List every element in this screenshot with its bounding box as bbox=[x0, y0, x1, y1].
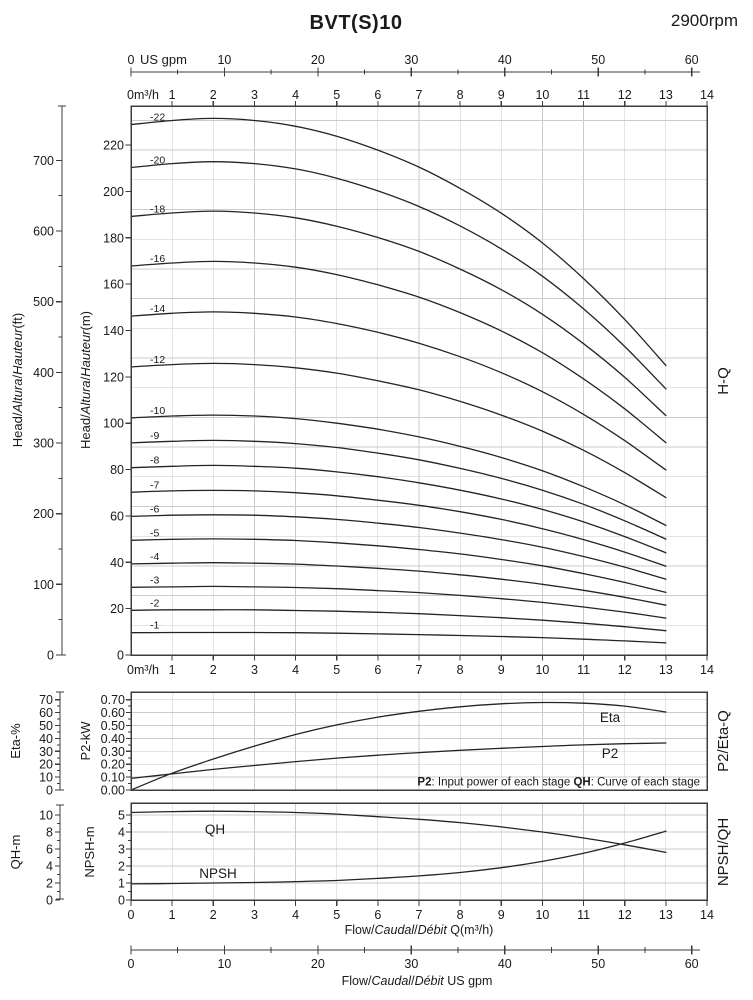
m3h-mid-tick-label: 14 bbox=[700, 663, 714, 677]
eta-tick-label: 70 bbox=[39, 693, 53, 708]
eta-curve-label: Eta bbox=[599, 710, 621, 725]
m3h-top-tick-label: 3 bbox=[250, 88, 258, 102]
npsh-tick-label: 1 bbox=[118, 876, 125, 891]
p2eta-section-label: P2/Eta-Q bbox=[715, 710, 732, 772]
hq-curve-stage-2 bbox=[131, 610, 666, 631]
eta-tick-label: 40 bbox=[39, 731, 53, 746]
hq-curve-stage-1 bbox=[131, 633, 666, 643]
npshqh-section-label: NPSH/QH bbox=[715, 817, 732, 887]
gpm-bottom-tick-label: 0 bbox=[127, 957, 135, 971]
stage-label-6: -6 bbox=[150, 503, 160, 516]
flow-x-tick-label: 0 bbox=[127, 908, 135, 922]
flow-x-tick-label: 7 bbox=[415, 908, 423, 922]
m3h-top-tick-label: 14 bbox=[700, 88, 714, 102]
qh-tick-label: 0 bbox=[46, 893, 53, 908]
m3h-top-tick-label: 1 bbox=[168, 88, 176, 102]
hq-curve-stage-4 bbox=[131, 563, 666, 606]
m3h-mid-tick-label: 8 bbox=[456, 663, 464, 677]
m3h-mid-tick-label: 7 bbox=[415, 663, 423, 677]
npsh-curve-label: NPSH bbox=[199, 866, 237, 881]
gpm-unit-label: US gpm bbox=[140, 52, 187, 67]
qh-tick-label: 10 bbox=[39, 808, 53, 823]
qh-tick-label: 6 bbox=[46, 842, 53, 857]
eta-tick-label: 0 bbox=[46, 783, 53, 798]
stage-label-9: -9 bbox=[150, 429, 160, 442]
head-m-tick-label: 140 bbox=[103, 323, 124, 338]
flow-x-tick-label: 1 bbox=[168, 908, 176, 922]
m3h-top-tick-label: 5 bbox=[333, 88, 341, 102]
m3h-mid-tick-label: 1 bbox=[168, 663, 176, 677]
gpm-top-tick-label: 10 bbox=[217, 53, 232, 67]
m3h-top-tick-label: 6 bbox=[374, 88, 382, 102]
eta-tick-label: 30 bbox=[39, 744, 53, 759]
qh-tick-label: 8 bbox=[46, 825, 53, 840]
head-m-tick-label: 80 bbox=[110, 463, 124, 478]
m3h-mid-zero-label: 0m³/h bbox=[127, 663, 159, 677]
stage-label-7: -7 bbox=[150, 479, 160, 492]
eta-tick-label: 20 bbox=[39, 757, 53, 772]
stage-label-3: -3 bbox=[150, 574, 160, 587]
p2-tick-label: 0.20 bbox=[100, 757, 125, 772]
qh-axis-title: QH-m bbox=[8, 834, 23, 870]
hq-curve-stage-12 bbox=[131, 363, 666, 497]
head-ft-tick-label: 300 bbox=[33, 436, 54, 451]
p2-tick-label: 0.60 bbox=[100, 706, 125, 721]
stage-label-12: -12 bbox=[150, 353, 166, 366]
stage-label-20: -20 bbox=[150, 154, 166, 167]
head-m-tick-label: 220 bbox=[103, 138, 124, 153]
head-m-tick-label: 120 bbox=[103, 370, 124, 385]
p2-tick-label: 0.70 bbox=[100, 693, 125, 708]
npsh-tick-label: 3 bbox=[118, 842, 125, 857]
gpm-bottom-tick-label: 40 bbox=[497, 957, 512, 971]
m3h-top-tick-label: 10 bbox=[535, 88, 550, 102]
stage-label-10: -10 bbox=[150, 404, 166, 417]
p2-tick-label: 0.40 bbox=[100, 731, 125, 746]
m3h-top-tick-label: 7 bbox=[415, 88, 423, 102]
gpm-top-tick-label: 60 bbox=[684, 53, 699, 67]
stage-label-22: -22 bbox=[150, 111, 166, 124]
qh-curve-label: QH bbox=[204, 822, 226, 837]
gpm-top-tick-label: 30 bbox=[404, 53, 419, 67]
m3h-top-tick-label: 4 bbox=[292, 88, 300, 102]
head-ft-tick-label: 100 bbox=[33, 577, 54, 592]
head-m-tick-label: 180 bbox=[103, 231, 124, 246]
p2-tick-label: 0.10 bbox=[100, 770, 125, 785]
hq-section-label: H-Q bbox=[715, 367, 732, 395]
flow-x-tick-label: 12 bbox=[617, 908, 632, 922]
flow-x-tick-label: 5 bbox=[333, 908, 341, 922]
flow-x-caption: Flow/Caudal/Débit Q(m³/h) bbox=[344, 923, 494, 937]
head-m-axis-title: Head/Altura/Hauteur(m) bbox=[78, 310, 93, 450]
gpm-top-tick-label: 0 bbox=[127, 53, 135, 67]
gpm-bottom-tick-label: 30 bbox=[404, 957, 419, 971]
eta-axis-title: Eta-% bbox=[8, 723, 23, 759]
m3h-mid-tick-label: 2 bbox=[209, 663, 217, 677]
head-ft-tick-label: 700 bbox=[33, 153, 54, 168]
stage-label-1: -1 bbox=[150, 619, 160, 632]
gpm-bottom-tick-label: 20 bbox=[310, 957, 325, 971]
p2-tick-label: 0.30 bbox=[100, 744, 125, 759]
head-ft-tick-label: 0 bbox=[47, 648, 54, 663]
head-m-tick-label: 20 bbox=[110, 602, 124, 617]
npsh-axis-title: NPSH-m bbox=[82, 826, 97, 878]
m3h-top-tick-label: 8 bbox=[456, 88, 464, 102]
flow-x-tick-label: 11 bbox=[577, 908, 591, 922]
stage-label-14: -14 bbox=[150, 303, 166, 316]
head-ft-tick-label: 500 bbox=[33, 295, 54, 310]
hq-curve-stage-10 bbox=[131, 415, 666, 525]
hq-curve-stage-9 bbox=[131, 440, 666, 539]
qh-tick-label: 4 bbox=[46, 859, 53, 874]
flow-x-tick-label: 13 bbox=[658, 908, 673, 922]
gpm-bottom-tick-label: 10 bbox=[217, 957, 232, 971]
p2-axis-title: P2-kW bbox=[78, 721, 93, 761]
m3h-mid-tick-label: 5 bbox=[333, 663, 341, 677]
gpm-bottom-caption: Flow/Caudal/Débit US gpm bbox=[341, 974, 493, 988]
flow-x-tick-label: 10 bbox=[535, 908, 550, 922]
flow-x-tick-label: 2 bbox=[209, 908, 217, 922]
gpm-top-tick-label: 40 bbox=[497, 53, 512, 67]
stage-label-2: -2 bbox=[150, 597, 160, 610]
flow-x-tick-label: 8 bbox=[456, 908, 464, 922]
m3h-top-tick-label: 13 bbox=[658, 88, 673, 102]
p2-curve bbox=[131, 743, 666, 778]
flow-x-tick-label: 4 bbox=[292, 908, 300, 922]
rpm-label: 2900rpm bbox=[670, 11, 738, 30]
m3h-top-tick-label: 9 bbox=[497, 88, 505, 102]
m3h-mid-tick-label: 12 bbox=[617, 663, 632, 677]
stage-label-5: -5 bbox=[150, 527, 160, 540]
head-m-tick-label: 60 bbox=[110, 509, 124, 524]
head-ft-axis-title: Head/Altura/Hauteur(ft) bbox=[10, 312, 25, 448]
m3h-mid-tick-label: 9 bbox=[497, 663, 505, 677]
p2-tick-label: 0.50 bbox=[100, 719, 125, 733]
flow-x-tick-label: 9 bbox=[497, 908, 505, 922]
npsh-tick-label: 4 bbox=[118, 825, 125, 840]
npsh-tick-label: 0 bbox=[118, 893, 125, 908]
flow-x-tick-label: 6 bbox=[374, 908, 382, 922]
head-m-tick-label: 100 bbox=[103, 416, 124, 431]
hq-curve-stage-7 bbox=[131, 490, 666, 566]
flow-x-tick-label: 14 bbox=[700, 908, 714, 922]
head-ft-tick-label: 600 bbox=[33, 224, 54, 239]
m3h-top-tick-label: 11 bbox=[577, 88, 591, 102]
m3h-mid-tick-label: 4 bbox=[292, 663, 300, 677]
stage-label-8: -8 bbox=[150, 454, 160, 467]
gpm-top-tick-label: 20 bbox=[310, 53, 325, 67]
stage-label-4: -4 bbox=[150, 550, 160, 563]
gpm-top-tick-label: 50 bbox=[591, 53, 606, 67]
m3h-top-zero-label: 0m³/h bbox=[127, 88, 159, 102]
hq-curve-stage-14 bbox=[131, 312, 666, 470]
head-m-tick-label: 40 bbox=[110, 555, 124, 570]
qh-tick-label: 2 bbox=[46, 876, 53, 891]
gpm-bottom-tick-label: 50 bbox=[591, 957, 606, 971]
head-ft-tick-label: 200 bbox=[33, 507, 54, 522]
flow-x-tick-label: 3 bbox=[250, 908, 258, 922]
m3h-mid-tick-label: 6 bbox=[374, 663, 382, 677]
p2-curve-label: P2 bbox=[601, 746, 619, 761]
p2-tick-label: 0.00 bbox=[100, 783, 125, 798]
gpm-bottom-tick-label: 60 bbox=[684, 957, 699, 971]
m3h-mid-tick-label: 3 bbox=[250, 663, 258, 677]
m3h-mid-tick-label: 10 bbox=[535, 663, 550, 677]
head-m-tick-label: 160 bbox=[103, 277, 124, 292]
m3h-mid-tick-label: 11 bbox=[577, 663, 591, 677]
stage-annotation: P2: Input power of each stage QH: Curve of each stage bbox=[417, 776, 700, 789]
m3h-top-tick-label: 2 bbox=[209, 88, 217, 102]
eta-tick-label: 50 bbox=[39, 719, 53, 733]
stage-label-18: -18 bbox=[150, 203, 166, 216]
npsh-tick-label: 2 bbox=[118, 859, 125, 874]
head-m-tick-label: 200 bbox=[103, 184, 124, 199]
stage-label-16: -16 bbox=[150, 253, 166, 266]
eta-tick-label: 10 bbox=[39, 770, 53, 785]
eta-tick-label: 60 bbox=[39, 706, 53, 721]
m3h-mid-tick-label: 13 bbox=[658, 663, 673, 677]
hq-curve-stage-20 bbox=[131, 162, 666, 389]
m3h-top-tick-label: 12 bbox=[617, 88, 632, 102]
npsh-tick-label: 5 bbox=[118, 808, 125, 823]
head-m-tick-label: 0 bbox=[117, 648, 124, 663]
head-ft-tick-label: 400 bbox=[33, 365, 54, 380]
chart-title: BVT(S)10 bbox=[309, 12, 403, 34]
